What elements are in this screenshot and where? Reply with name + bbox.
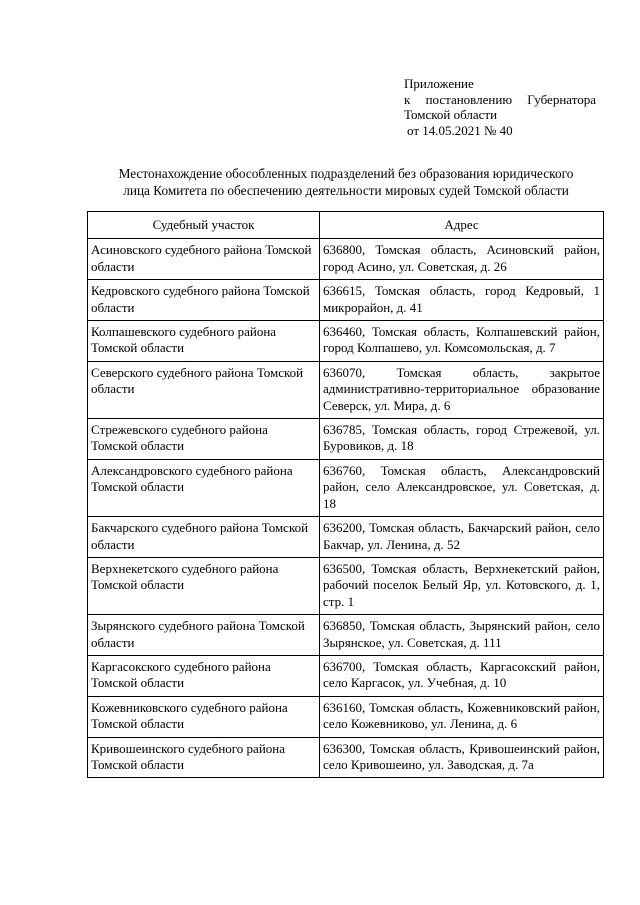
court-address-cell: 636700, Томская область, Каргасокский район, село Каргасок, ул. Учебная, д. 10	[320, 655, 604, 696]
court-district-cell: Верхнекетского судебного района Томской области	[88, 557, 320, 614]
court-district-cell: Каргасокского судебного района Томской области	[88, 655, 320, 696]
table-row	[88, 517, 604, 558]
table-row	[88, 737, 604, 778]
table-row	[88, 655, 604, 696]
court-district-cell: Кедровского судебного района Томской области	[88, 280, 320, 321]
court-district-cell: Северского судебного района Томской области	[88, 361, 320, 418]
table-row	[88, 615, 604, 656]
court-address-cell: 636200, Томская область, Бакчарский район, село Бакчар, ул. Ленина, д. 52	[320, 517, 604, 558]
appendix-decree-line	[404, 92, 596, 108]
court-district-cell: Кожевниковского судебного района Томской области	[88, 696, 320, 737]
court-address-cell: 636615, Томская область, город Кедровый, 1 микрорайон, д. 41	[320, 280, 604, 321]
document-title-line-2: лица Комитета по обеспечению деятельности мировых судей Томской области	[123, 182, 569, 198]
court-address-cell: 636460, Томская область, Колпашевский район, город Колпашево, ул. Комсомольская, д. 7	[320, 321, 604, 362]
court-district-cell: Кривошеинского судебного района Томской области	[88, 737, 320, 778]
court-district-cell: Бакчарского судебного района Томской области	[88, 517, 320, 558]
court-district-cell: Стрежевского судебного района Томской области	[88, 419, 320, 460]
table-row	[88, 419, 604, 460]
court-address-cell: 636800, Томская область, Асиновский район, город Асино, ул. Советская, д. 26	[320, 239, 604, 280]
court-district-cell: Колпашевского судебного района Томской области	[88, 321, 320, 362]
court-address-cell: 636160, Томская область, Кожевниковский район, село Кожевниково, ул. Ленина, д. 6	[320, 696, 604, 737]
table-row	[88, 361, 604, 418]
table-row	[88, 696, 604, 737]
court-district-cell: Зырянского судебного района Томской области	[88, 615, 320, 656]
appendix-word-governor: Губернатора	[527, 91, 596, 107]
column-header-address: Адрес	[320, 212, 604, 239]
table-row	[88, 459, 604, 516]
appendix-word-decree: постановлению	[425, 91, 513, 107]
court-district-cell: Александровского судебного района Томской области	[88, 459, 320, 516]
appendix-date-number: от 14.05.2021 № 40	[407, 122, 513, 138]
appendix-word-k: к	[404, 91, 411, 107]
column-header-district: Судебный участок	[88, 212, 320, 239]
table-row	[88, 321, 604, 362]
appendix-label: Приложение	[404, 76, 474, 91]
appendix-region: Томской области	[404, 107, 498, 123]
table-row	[88, 239, 604, 280]
court-address-cell: 636070, Томская область, закрытое административно-территориальное образование Северск, ул. Мира, д. 6	[320, 361, 604, 418]
court-address-cell: 636760, Томская область, Александровский район, село Александровское, ул. Советская, д. 18	[320, 459, 604, 516]
table-row	[88, 280, 604, 321]
document-title	[88, 166, 604, 199]
document-title-line-1: Местонахождение обособленных подразделений без образования юридического	[118, 166, 574, 181]
court-address-cell: 636785, Томская область, город Стрежевой, ул. Буровиков, д. 18	[320, 419, 604, 460]
table-header-row	[88, 212, 604, 239]
court-district-cell: Асиновского судебного района Томской области	[88, 239, 320, 280]
court-address-cell: 636300, Томская область, Кривошеинский район, село Кривошеино, ул. Заводская, д. 7а	[320, 737, 604, 778]
table-row	[88, 557, 604, 614]
courts-table	[87, 211, 604, 778]
appendix-block	[404, 76, 596, 138]
court-address-cell: 636850, Томская область, Зырянский район, село Зырянское, ул. Советская, д. 111	[320, 615, 604, 656]
court-address-cell: 636500, Томская область, Верхнекетский район, рабочий поселок Белый Яр, ул. Котовского, д. 1, стр. 1	[320, 557, 604, 614]
